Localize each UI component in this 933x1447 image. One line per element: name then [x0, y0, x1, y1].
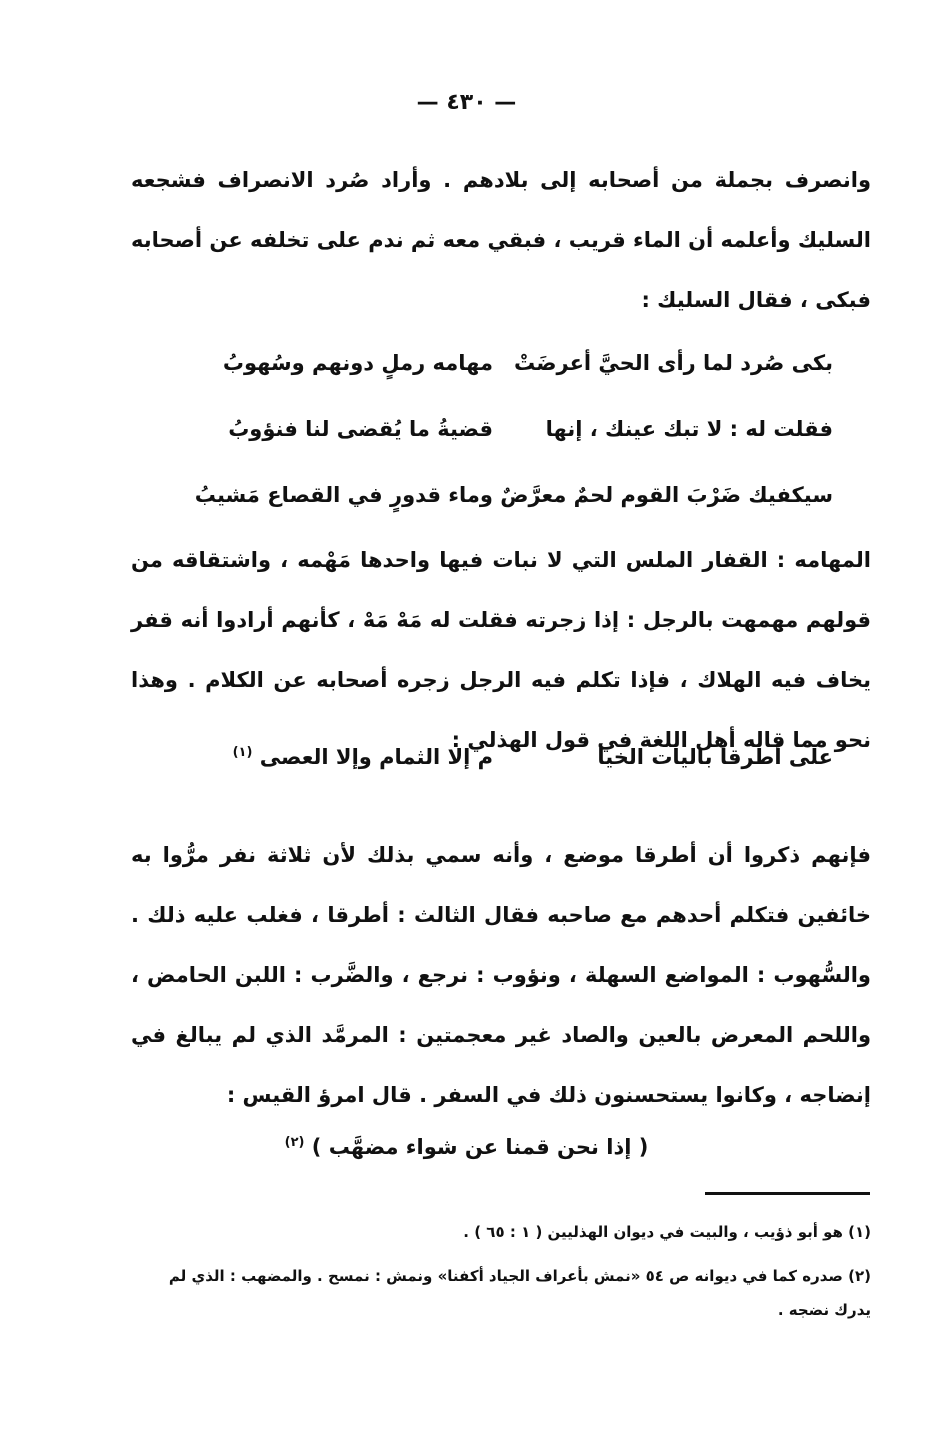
- footnotes: [131, 1215, 871, 1337]
- verse-second-hemistich: مهامه رملٍ دونهم وسُهوبُ: [222, 351, 493, 375]
- footnote-mark-1: (١): [232, 745, 253, 760]
- single-verse-first: على أطرقا باليات الخيا: [597, 745, 833, 769]
- verse-row: [173, 396, 833, 462]
- verse-first-hemistich: سيكفيك ضَرْبَ القوم لحمٌ معرَّضٌ: [500, 483, 833, 507]
- single-verse-second: م إلا الثمام وإلا العصى: [259, 745, 493, 769]
- quote-line: [0, 1135, 933, 1159]
- verse-first-hemistich: بكى صُرد لما رأى الحيَّ أعرضَتْ: [513, 351, 833, 375]
- footnote-divider: [705, 1192, 870, 1195]
- quote-text: ( إذا نحن قمنا عن شواء مضهَّب ): [311, 1135, 649, 1159]
- paragraph-1: وانصرف بجملة من أصحابه إلى بلادهم . وأراد صُرد الانصراف فشجعه السليك وأعلمه أن الماء قريب ، فبقي معه ثم ندم على تخلفه عن أصحابه فبكى ، فقال السليك :: [130, 168, 871, 312]
- paragraph-2: المهامه : القفار الملس التي لا نبات فيها واحدها مَهْمه ، واشتقاقه من قولهم مهمهت بالرجل : إذا زجرته فقلت له مَهْ مَهْ ، كأنهم أرادوا أنه قفر يخاف فيه الهلاك ، فإذا تكلم فيه الرجل زجره أصحابه عن الكلام . وهذا نحو مما قاله أهل اللغة في قول الهذلي :: [131, 548, 871, 752]
- verse-first-hemistich: فقلت له : لا تبك عينك ، إنها: [545, 417, 833, 441]
- page-number: — ٤٣٠ —: [416, 90, 517, 115]
- footnote-2: (٢) صدره كما في ديوانه ص ٥٤ «نمش بأعراف الجياد أكفنا» ونمش : نمسح . والمضهب : الذي لم يدرك نضجه .: [168, 1267, 871, 1319]
- poem-verses: [173, 330, 833, 528]
- verse-second-hemistich: قضيةُ ما يُقضى لنا فنؤوبُ: [228, 417, 493, 441]
- verse-row: [173, 330, 833, 396]
- footnote-mark-2: (٢): [284, 1135, 305, 1150]
- footnote-1: (١) هو أبو ذؤيب ، والبيت في ديوان الهذليين ( ١ : ٦٥ ) .: [463, 1223, 871, 1241]
- paragraph-3: فإنهم ذكروا أن أطرقا موضع ، وأنه سمي بذلك لأن ثلاثة نفر مرُّوا به خائفين فتكلم أحدهم مع صاحبه فقال الثالث : أطرقا ، فغلب عليه ذلك . والسُّهوب : المواضع السهلة ، ونؤوب : نرجع ، والضَّرب : اللبن الحامض ، واللحم المعرض بالعين والصاد غير معجمتين : المرمَّد الذي لم يبالغ في إنضاجه ، وكانوا يستحسنون ذلك في السفر . قال امرؤ القيس :: [131, 843, 871, 1107]
- verse-row: [173, 462, 833, 528]
- single-verse: [173, 745, 833, 769]
- single-verse-second-wrap: [173, 745, 493, 769]
- verse-second-hemistich: وماء قدورٍ في القصاع مَشيبُ: [194, 483, 493, 507]
